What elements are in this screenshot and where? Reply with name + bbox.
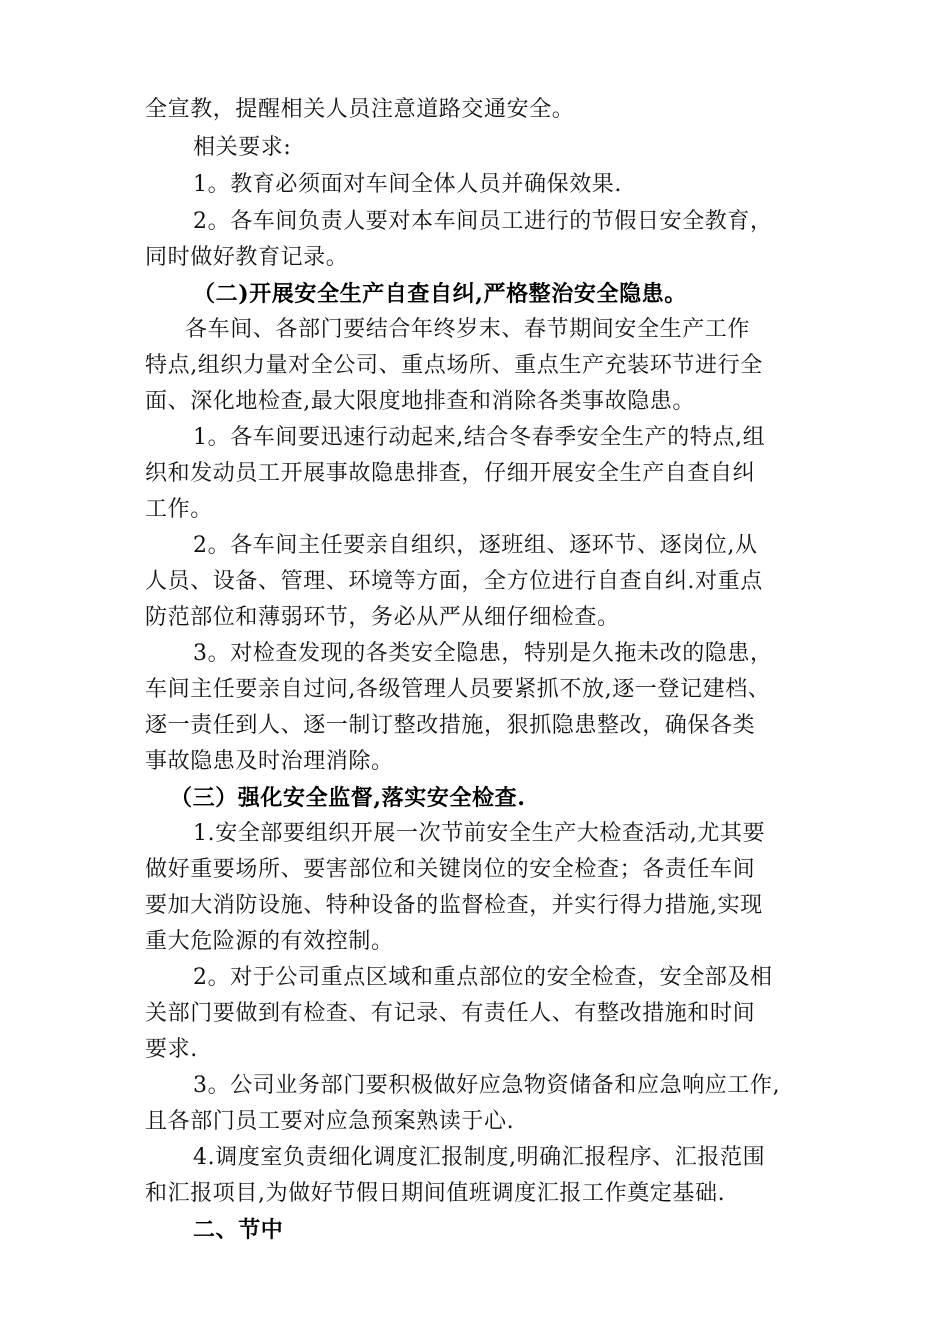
text-line: 2。对于公司重点区域和重点部位的安全检查，安全部及相 [193, 965, 773, 990]
text-line: 且各部门员工要对应急预案熟读于心. [145, 1109, 515, 1134]
text-line: 2。各车间负责人要对本车间员工进行的节假日安全教育， [193, 209, 773, 234]
text-line: 要求. [145, 1037, 198, 1062]
section-heading: （三）强化安全监督,落实安全检查. [170, 785, 526, 811]
text-line: 做好重要场所、要害部位和关键岗位的安全检查；各责任车间 [145, 857, 756, 882]
text-line: 1。各车间要迅速行动起来,结合冬春季安全生产的特点,组 [193, 425, 766, 450]
text-line: 1.安全部要组织开展一次节前安全生产大检查活动,尤其要 [193, 821, 766, 846]
text-line: 3。对检查发现的各类安全隐患，特别是久拖未改的隐患， [193, 641, 773, 666]
text-line: 3。公司业务部门要积极做好应急物资储备和应急响应工作, [193, 1073, 781, 1098]
text-line: 关部门要做到有检查、有记录、有责任人、有整改措施和时间 [145, 1001, 756, 1026]
text-line: 事故隐患及时治理消除。 [145, 749, 394, 774]
text-line: 逐一责任到人、逐一制订整改措施，狠抓隐患整改，确保各类 [145, 713, 756, 738]
text-line: 防范部位和薄弱环节，务必从严从细仔细检查。 [145, 605, 620, 630]
text-line: 工作。 [145, 497, 213, 522]
text-line: 相关要求: [193, 135, 292, 160]
text-line: 各车间、各部门要结合年终岁末、春节期间安全生产工作 [185, 317, 751, 342]
text-line: 重大危险源的有效控制。 [145, 929, 394, 954]
text-line: 4.调度室负责细化调度汇报制度,明确汇报程序、汇报范围 [193, 1145, 766, 1170]
text-line: 全宣教，提醒相关人员注意道路交通安全。 [145, 97, 575, 122]
text-line: 要加大消防设施、特种设备的监督检查，并实行得力措施,实现 [145, 893, 763, 918]
text-line: 车间主任要亲自过问,各级管理人员要紧抓不放,逐一登记建档、 [145, 677, 771, 702]
section-heading: （二)开展安全生产自查自纠,严格整治安全隐患。 [193, 281, 687, 307]
text-line: 人员、设备、管理、环境等方面，全方位进行自查自纠.对重点 [145, 569, 763, 594]
text-line: 特点,组织力量对全公司、重点场所、重点生产充装环节进行全 [145, 353, 763, 378]
text-line: 同时做好教育记录。 [145, 245, 349, 270]
text-line: 和汇报项目,为做好节假日期间值班调度汇报工作奠定基础. [145, 1181, 726, 1206]
section-heading: 二、节中 [193, 1217, 284, 1243]
text-line: 织和发动员工开展事故隐患排查，仔细开展安全生产自查自纠 [145, 461, 756, 486]
text-line: 2。各车间主任要亲自组织，逐班组、逐环节、逐岗位,从 [193, 533, 758, 558]
text-line: 1。教育必须面对车间全体人员并确保效果. [193, 172, 622, 197]
text-line: 面、深化地检查,最大限度地排查和消除各类事故隐患。 [145, 389, 695, 414]
